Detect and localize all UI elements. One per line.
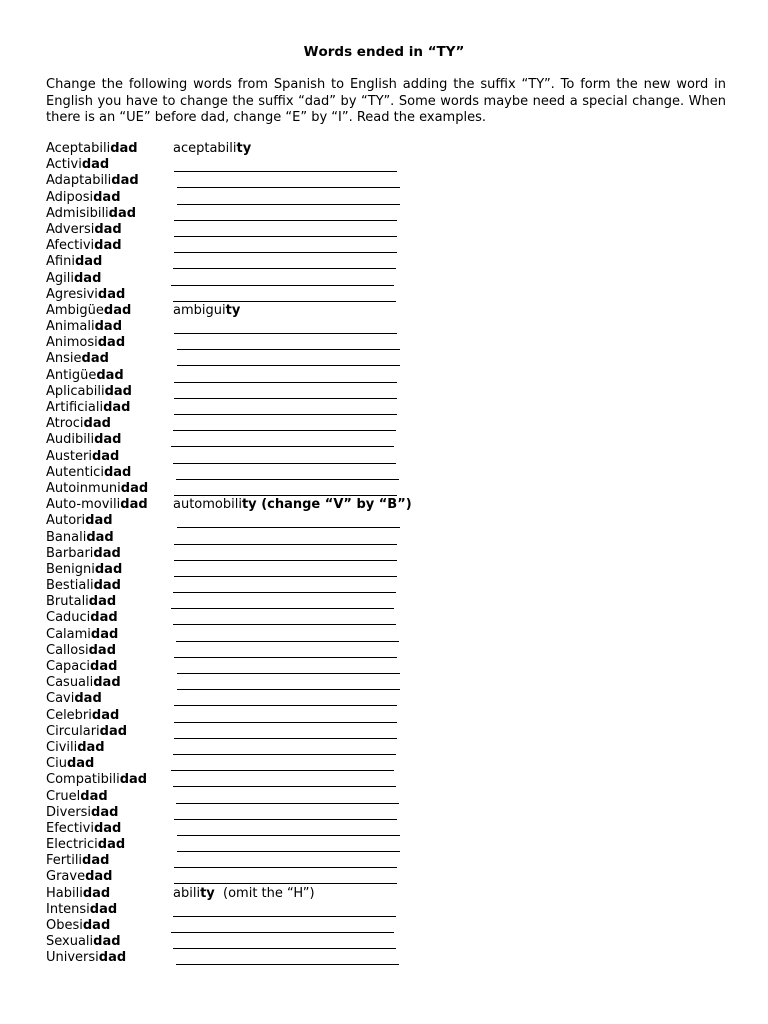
- spanish-word: [46, 578, 121, 594]
- word-suffix: dad: [82, 918, 111, 933]
- word-stem: Capaci: [46, 659, 91, 674]
- word-stem: Agresivi: [46, 286, 98, 302]
- spanish-word: [46, 351, 109, 367]
- answer-blank-line[interactable]: [177, 673, 400, 674]
- word-suffix: dad: [91, 804, 119, 820]
- spanish-word: [46, 303, 131, 319]
- word-row: [46, 287, 726, 303]
- word-suffix: dad: [88, 594, 117, 610]
- word-row: [46, 368, 726, 384]
- spanish-word: [46, 934, 121, 950]
- answer-blank-line[interactable]: [177, 851, 400, 852]
- word-row: [46, 141, 726, 157]
- answer-blank-line[interactable]: [174, 722, 397, 723]
- word-stem: Agili: [46, 270, 74, 286]
- word-stem: Afectivi: [46, 238, 95, 254]
- answer-blank-line[interactable]: [174, 883, 397, 884]
- spanish-word: [46, 513, 113, 529]
- word-stem: Ciu: [46, 756, 67, 772]
- word-row: [46, 319, 726, 335]
- spanish-word: [46, 465, 131, 481]
- spanish-word: [46, 837, 125, 853]
- answer-blank-line[interactable]: [174, 738, 397, 739]
- answer-note: (change “V” by “B”): [256, 497, 412, 513]
- spanish-word: [46, 190, 121, 206]
- word-stem: Caduci: [46, 610, 91, 626]
- word-row: [46, 821, 726, 837]
- answer-blank-line[interactable]: [173, 463, 396, 464]
- word-stem: Austeri: [46, 448, 92, 464]
- answer-stem: ambigui: [173, 302, 226, 318]
- answer-blank-line[interactable]: [176, 964, 399, 965]
- word-row: [46, 481, 726, 497]
- word-stem: Circulari: [46, 723, 100, 739]
- word-row: [46, 789, 726, 805]
- word-stem: Diversi: [46, 804, 92, 820]
- word-row: [46, 351, 726, 367]
- word-row: [46, 675, 726, 691]
- spanish-word: [46, 271, 101, 287]
- spanish-word: [46, 594, 116, 610]
- word-row: [46, 918, 726, 934]
- word-stem: Electrici: [46, 837, 98, 853]
- answer-blank-line[interactable]: [176, 641, 399, 642]
- spanish-word: [46, 643, 116, 659]
- word-suffix: dad: [104, 383, 132, 399]
- spanish-word: [46, 222, 122, 238]
- answer-blank-line[interactable]: [173, 592, 396, 593]
- word-stem: Cavi: [46, 691, 75, 707]
- word-stem: Aceptabili: [46, 141, 111, 156]
- word-row: [46, 303, 726, 319]
- word-suffix: dad: [94, 432, 122, 448]
- spanish-word: [46, 756, 94, 772]
- answer-blank-line[interactable]: [177, 349, 400, 350]
- example-answer: [173, 497, 412, 513]
- answer-blank-line[interactable]: [174, 398, 397, 399]
- word-row: [46, 643, 726, 659]
- word-stem: Casuali: [46, 675, 94, 691]
- answer-suffix: ty: [200, 885, 215, 901]
- word-stem: Bestiali: [46, 578, 94, 594]
- word-row: [46, 173, 726, 189]
- word-stem: Intensi: [46, 901, 90, 917]
- word-suffix: dad: [74, 254, 103, 270]
- word-stem: Ansie: [46, 351, 82, 367]
- word-stem: Compatibili: [46, 772, 120, 788]
- word-stem: Efectivi: [46, 820, 94, 836]
- answer-blank-line[interactable]: [173, 916, 396, 917]
- word-suffix: dad: [97, 335, 126, 351]
- word-stem: Civili: [46, 739, 78, 755]
- spanish-word: [46, 805, 118, 821]
- word-row: [46, 902, 726, 918]
- spanish-word: [46, 772, 147, 788]
- word-row: [46, 384, 726, 400]
- spanish-word: [46, 610, 118, 626]
- spanish-word: [46, 157, 109, 173]
- word-suffix: dad: [74, 691, 102, 707]
- word-row: [46, 513, 726, 529]
- answer-blank-line[interactable]: [173, 301, 396, 302]
- spanish-word: [46, 206, 136, 222]
- word-row: [46, 530, 726, 546]
- answer-blank-line[interactable]: [174, 657, 397, 658]
- answer-blank-line[interactable]: [174, 220, 397, 221]
- answer-blank-line[interactable]: [177, 365, 400, 366]
- answer-blank-line[interactable]: [177, 835, 400, 836]
- word-row: [46, 886, 726, 902]
- answer-blank-line[interactable]: [173, 624, 396, 625]
- word-row: [46, 416, 726, 432]
- word-suffix: dad: [93, 545, 121, 561]
- word-stem: Artificiali: [46, 400, 104, 415]
- answer-blank-line[interactable]: [173, 948, 396, 949]
- word-suffix: dad: [103, 400, 131, 415]
- spanish-word: [46, 335, 125, 351]
- answer-blank-line[interactable]: [173, 754, 396, 755]
- answer-blank-line[interactable]: [174, 705, 397, 706]
- word-row: [46, 724, 726, 740]
- word-suffix: dad: [97, 286, 126, 302]
- answer-stem: abili: [173, 885, 201, 901]
- answer-blank-line[interactable]: [171, 932, 394, 933]
- word-row: [46, 400, 726, 416]
- word-row: [46, 206, 726, 222]
- answer-blank-line[interactable]: [177, 689, 400, 690]
- word-stem: Banali: [46, 529, 87, 545]
- word-suffix: dad: [119, 772, 148, 788]
- word-stem: Auto-movili: [46, 497, 121, 513]
- instructions: Change the following words from Spanish to English adding the suffix “TY”. To form the new word in English you have to change the suffix “dad” by “TY”. Some words maybe need a special change. When there is an “UE” before dad, change “E” by “I”. Read the examples.: [46, 77, 726, 125]
- word-stem: Aplicabili: [46, 383, 105, 399]
- answer-blank-line[interactable]: [174, 867, 397, 868]
- spanish-word: [46, 789, 108, 805]
- word-row: [46, 659, 726, 675]
- word-suffix: dad: [85, 513, 113, 529]
- spanish-word: [46, 238, 122, 254]
- spanish-word: [46, 319, 122, 335]
- word-stem: Adversi: [46, 221, 95, 237]
- word-row: [46, 271, 726, 287]
- word-stem: Admisibili: [46, 205, 109, 221]
- spanish-word: [46, 546, 121, 562]
- answer-note: (omit the “H”): [214, 885, 315, 901]
- answer-blank-line[interactable]: [174, 414, 397, 415]
- answer-blank-line[interactable]: [173, 268, 396, 269]
- word-row: [46, 578, 726, 594]
- answer-blank-line[interactable]: [171, 608, 394, 609]
- word-suffix: dad: [110, 141, 138, 156]
- spanish-word: [46, 869, 112, 885]
- answer-blank-line[interactable]: [174, 333, 397, 334]
- word-stem: Calami: [46, 626, 91, 642]
- example-answer: [173, 886, 315, 902]
- answer-blank-line[interactable]: [177, 204, 400, 205]
- word-suffix: dad: [111, 173, 139, 189]
- word-row: [46, 853, 726, 869]
- word-stem: Barbari: [46, 545, 94, 561]
- word-suffix: dad: [83, 416, 111, 432]
- answer-blank-line[interactable]: [174, 560, 397, 561]
- word-suffix: dad: [81, 351, 109, 367]
- spanish-word: [46, 950, 126, 966]
- word-row: [46, 157, 726, 173]
- word-row: [46, 805, 726, 821]
- word-suffix: dad: [120, 497, 148, 513]
- spanish-word: [46, 853, 109, 869]
- word-suffix: dad: [94, 561, 123, 577]
- word-suffix: dad: [93, 189, 121, 205]
- word-row: [46, 837, 726, 853]
- word-stem: Brutali: [46, 594, 89, 610]
- spanish-word: [46, 173, 139, 189]
- spanish-word: [46, 497, 148, 513]
- word-suffix: dad: [103, 464, 132, 480]
- spanish-word: [46, 886, 110, 902]
- word-suffix: dad: [120, 480, 149, 496]
- word-suffix: dad: [108, 205, 137, 221]
- word-suffix: dad: [94, 221, 122, 237]
- word-row: [46, 869, 726, 885]
- word-suffix: dad: [82, 853, 110, 869]
- word-suffix: dad: [93, 934, 121, 950]
- spanish-word: [46, 821, 121, 837]
- answer-blank-line[interactable]: [171, 285, 394, 286]
- answer-blank-line[interactable]: [176, 479, 399, 480]
- answer-blank-line[interactable]: [174, 819, 397, 820]
- spanish-word: [46, 627, 118, 643]
- answer-blank-line[interactable]: [174, 171, 397, 172]
- word-row: [46, 610, 726, 626]
- word-suffix: dad: [77, 739, 105, 755]
- word-row: [46, 691, 726, 707]
- word-stem: Celebri: [46, 707, 92, 723]
- word-stem: Adiposi: [46, 189, 94, 205]
- answer-blank-line[interactable]: [173, 430, 396, 431]
- answer-suffix: ty: [241, 497, 257, 513]
- word-row: [46, 708, 726, 724]
- answer-blank-line[interactable]: [174, 544, 397, 545]
- word-suffix: dad: [82, 885, 111, 901]
- spanish-word: [46, 287, 125, 303]
- word-suffix: dad: [103, 302, 132, 318]
- spanish-word: [46, 400, 130, 416]
- answer-blank-line[interactable]: [174, 495, 397, 496]
- answer-blank-line[interactable]: [176, 803, 399, 804]
- word-row: [46, 740, 726, 756]
- example-answer: [173, 303, 240, 319]
- word-row: [46, 546, 726, 562]
- word-stem: Ambigüe: [46, 302, 104, 318]
- word-row: [46, 432, 726, 448]
- word-suffix: dad: [94, 319, 122, 335]
- word-suffix: dad: [98, 950, 127, 966]
- word-suffix: dad: [86, 529, 114, 545]
- word-suffix: dad: [85, 869, 113, 885]
- spanish-word: [46, 659, 117, 675]
- word-stem: Autori: [46, 513, 86, 529]
- word-stem: Universi: [46, 950, 99, 966]
- word-suffix: dad: [90, 626, 119, 642]
- word-suffix: dad: [81, 157, 110, 173]
- word-stem: Animali: [46, 319, 95, 335]
- spanish-word: [46, 740, 105, 756]
- word-suffix: dad: [99, 723, 128, 739]
- word-suffix: dad: [73, 270, 102, 286]
- title-lead: W: [303, 44, 319, 60]
- word-suffix: dad: [80, 788, 108, 804]
- spanish-word: [46, 902, 117, 918]
- page-title: [0, 44, 768, 60]
- word-row: [46, 497, 726, 513]
- spanish-word: [46, 368, 124, 384]
- word-row: [46, 238, 726, 254]
- word-suffix: dad: [90, 610, 118, 626]
- word-list: [46, 141, 726, 967]
- word-row: [46, 254, 726, 270]
- word-row: [46, 465, 726, 481]
- spanish-word: [46, 141, 138, 157]
- spanish-word: [46, 481, 148, 497]
- word-stem: Autentici: [46, 464, 104, 480]
- word-stem: Activi: [46, 157, 82, 173]
- word-stem: Atroci: [46, 416, 84, 432]
- answer-blank-line[interactable]: [174, 382, 397, 383]
- answer-suffix: ty: [236, 141, 252, 156]
- example-answer: [173, 141, 251, 157]
- word-stem: Sexuali: [46, 934, 94, 950]
- word-stem: Obesi: [46, 918, 83, 933]
- word-suffix: dad: [89, 901, 118, 917]
- word-row: [46, 562, 726, 578]
- word-stem: Benigni: [46, 561, 95, 577]
- word-stem: Audibili: [46, 432, 95, 448]
- word-stem: Grave: [46, 869, 86, 885]
- spanish-word: [46, 675, 121, 691]
- word-suffix: dad: [97, 837, 126, 853]
- answer-blank-line[interactable]: [174, 576, 397, 577]
- word-stem: Callosi: [46, 642, 89, 658]
- word-suffix: dad: [88, 642, 116, 658]
- word-row: [46, 222, 726, 238]
- answer-suffix: ty: [225, 302, 241, 318]
- answer-blank-line[interactable]: [171, 446, 394, 447]
- word-stem: Fertili: [46, 853, 83, 869]
- word-row: [46, 772, 726, 788]
- word-suffix: dad: [96, 367, 124, 383]
- answer-blank-line[interactable]: [174, 236, 397, 237]
- word-stem: Antigüe: [46, 367, 97, 383]
- answer-stem: aceptabili: [173, 141, 237, 156]
- spanish-word: [46, 918, 110, 934]
- spanish-word: [46, 254, 102, 270]
- answer-blank-line[interactable]: [177, 527, 400, 528]
- answer-stem: automobili: [173, 497, 242, 513]
- word-row: [46, 756, 726, 772]
- spanish-word: [46, 449, 119, 465]
- spanish-word: [46, 530, 114, 546]
- word-suffix: dad: [91, 448, 120, 464]
- word-stem: Animosi: [46, 335, 98, 351]
- word-suffix: dad: [94, 238, 122, 254]
- word-stem: Adaptabili: [46, 173, 112, 189]
- answer-blank-line[interactable]: [174, 252, 397, 253]
- spanish-word: [46, 416, 111, 432]
- word-row: [46, 449, 726, 465]
- spanish-word: [46, 432, 121, 448]
- word-row: [46, 594, 726, 610]
- spanish-word: [46, 562, 122, 578]
- word-suffix: dad: [91, 707, 120, 723]
- word-stem: Cruel: [46, 788, 81, 804]
- spanish-word: [46, 708, 119, 724]
- word-suffix: dad: [93, 675, 121, 691]
- answer-blank-line[interactable]: [171, 770, 394, 771]
- word-suffix: dad: [90, 659, 118, 674]
- word-stem: Habili: [46, 885, 83, 901]
- word-row: [46, 934, 726, 950]
- word-suffix: dad: [93, 578, 121, 594]
- title-rest: ords ended in “TY”: [318, 44, 465, 60]
- word-row: [46, 627, 726, 643]
- word-suffix: dad: [66, 756, 95, 772]
- answer-blank-line[interactable]: [173, 786, 396, 787]
- word-suffix: dad: [93, 820, 122, 836]
- spanish-word: [46, 384, 132, 400]
- spanish-word: [46, 691, 102, 707]
- word-row: [46, 190, 726, 206]
- answer-blank-line[interactable]: [177, 187, 400, 188]
- word-stem: Autoinmuni: [46, 480, 121, 496]
- word-row: [46, 335, 726, 351]
- word-stem: Afini: [46, 254, 75, 270]
- spanish-word: [46, 724, 127, 740]
- word-row: [46, 950, 726, 966]
